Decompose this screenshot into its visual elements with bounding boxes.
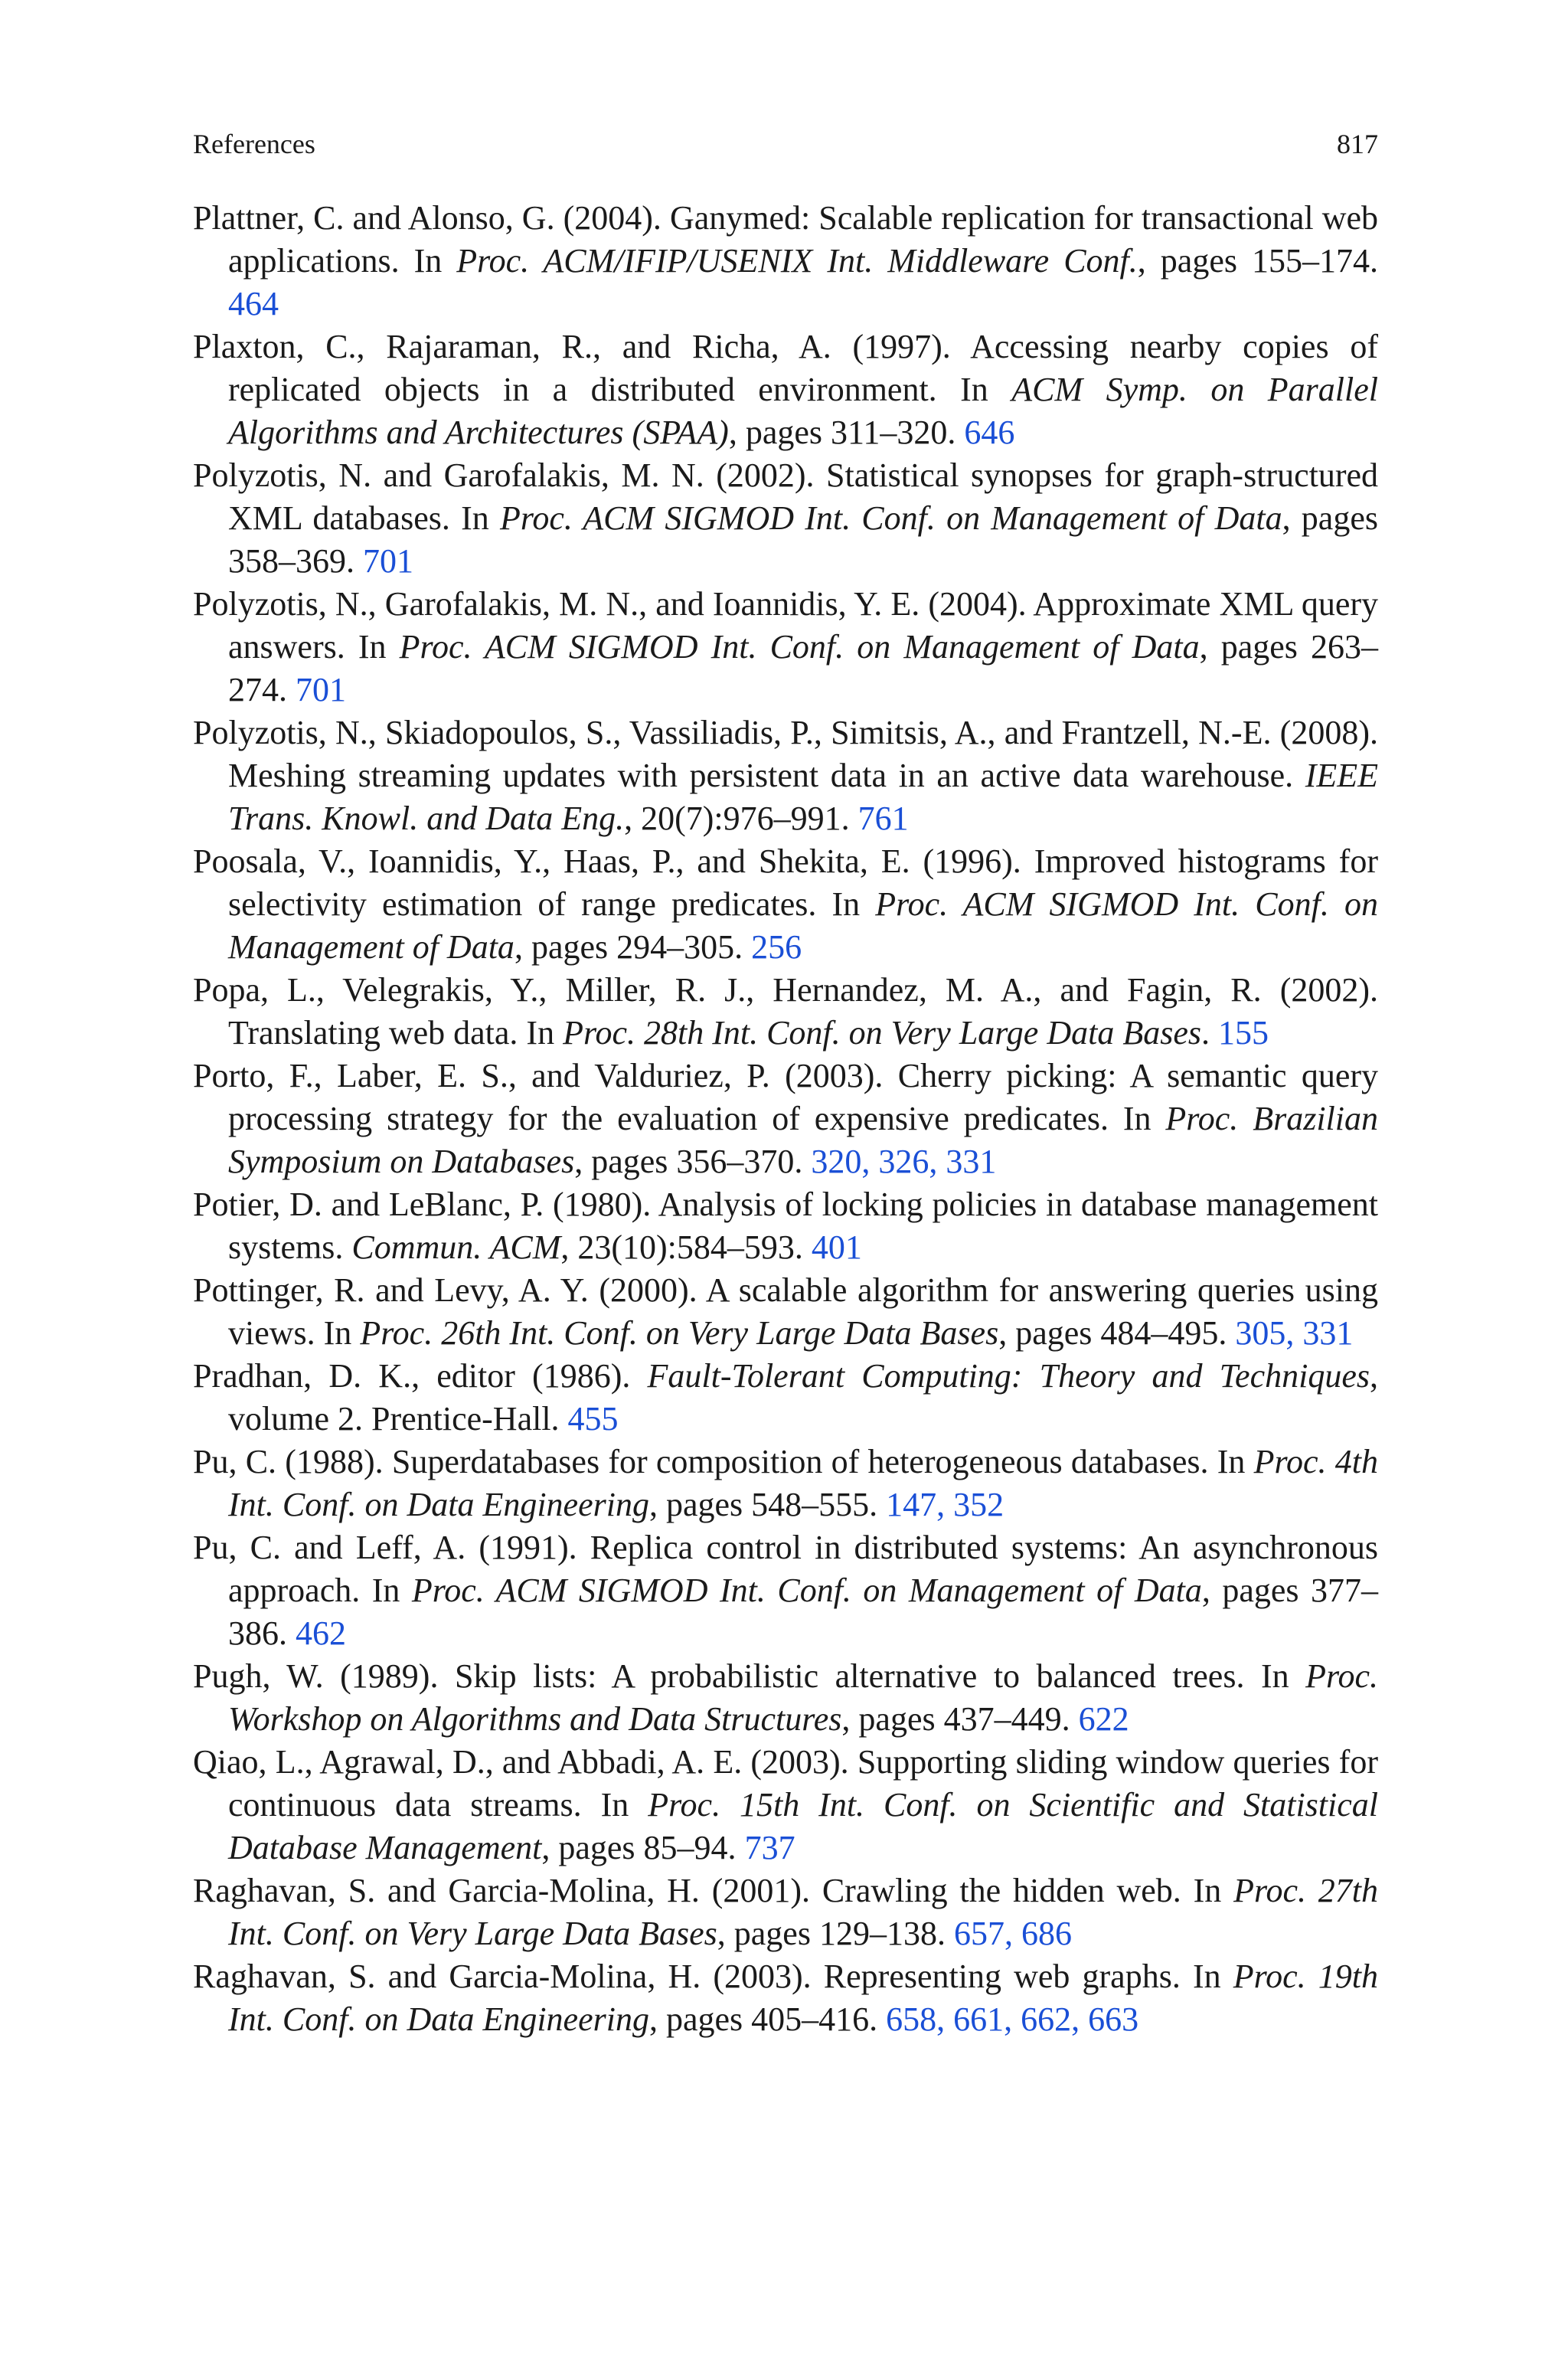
reference-pages: , pages 377–386. xyxy=(228,1572,1378,1652)
reference-entry xyxy=(193,969,1378,1055)
reference-entry xyxy=(193,711,1378,840)
back-reference-link[interactable]: 401 xyxy=(811,1228,862,1266)
reference-text: Polyzotis, N. and Garofalakis, M. N. (2002). Statistical synopses for graph-structured XML databases. In xyxy=(193,456,1378,537)
back-reference-link[interactable]: 305, 331 xyxy=(1235,1314,1354,1352)
reference-pages: , pages 294–305. xyxy=(514,928,752,966)
reference-text: Pu, C. and Leff, A. (1991). Replica control in distributed systems: An asynchronous approach. In xyxy=(193,1529,1378,1609)
reference-entry xyxy=(193,1355,1378,1441)
reference-pages: , pages 548–555. xyxy=(648,1486,887,1523)
reference-venue: Fault-Tolerant Computing: Theory and Techniques xyxy=(647,1357,1370,1395)
back-reference-link[interactable]: 657, 686 xyxy=(953,1915,1072,1952)
reference-text: Pu, C. (1988). Superdatabases for composition of heterogeneous databases. In xyxy=(193,1443,1254,1480)
reference-entry xyxy=(193,583,1378,711)
reference-entry xyxy=(193,1741,1378,1869)
back-reference-link[interactable]: 737 xyxy=(744,1829,795,1866)
reference-pages: , 20(7):976–991. xyxy=(624,800,858,837)
reference-entry xyxy=(193,1055,1378,1183)
reference-text: Polyzotis, N., Garofalakis, M. N., and Ioannidis, Y. E. (2004). Approximate XML query answers. In xyxy=(193,585,1378,666)
reference-venue: ACM Symp. on Parallel Algorithms and Architectures (SPAA) xyxy=(228,371,1378,451)
reference-text: Qiao, L., Agrawal, D., and Abbadi, A. E. (2003). Supporting sliding window queries for continuous data streams. In xyxy=(193,1743,1378,1824)
reference-venue: Proc. 27th Int. Conf. on Very Large Data Bases xyxy=(228,1872,1379,1952)
reference-venue: Proc. Workshop on Algorithms and Data Structures xyxy=(228,1657,1378,1738)
back-reference-link[interactable]: 256 xyxy=(751,928,802,966)
reference-venue: Proc. 4th Int. Conf. on Data Engineering xyxy=(228,1443,1379,1523)
back-reference-link[interactable]: 464 xyxy=(228,285,279,322)
reference-entry xyxy=(193,1441,1378,1526)
reference-pages: . xyxy=(1200,1014,1218,1052)
reference-entry xyxy=(193,1955,1378,2041)
back-reference-link[interactable]: 622 xyxy=(1078,1700,1129,1738)
back-reference-link[interactable]: 761 xyxy=(858,800,909,837)
reference-entry xyxy=(193,454,1378,583)
reference-venue: Proc. ACM SIGMOD Int. Conf. on Management of Data xyxy=(228,885,1378,966)
reference-entry xyxy=(193,1655,1378,1741)
reference-text: Poosala, V., Ioannidis, Y., Haas, P., and Shekita, E. (1996). Improved histograms for selectivity estimation of range predicates. In xyxy=(193,842,1378,923)
reference-pages: , pages 437–449. xyxy=(841,1700,1079,1738)
reference-text: Pugh, W. (1989). Skip lists: A probabilistic alternative to balanced trees. In xyxy=(193,1657,1306,1695)
reference-entry xyxy=(193,1269,1378,1355)
reference-venue: Proc. 26th Int. Conf. on Very Large Data Bases xyxy=(360,1314,999,1352)
reference-venue: Proc. ACM/IFIP/USENIX Int. Middleware Conf. xyxy=(456,242,1138,280)
reference-text: Potier, D. and LeBlanc, P. (1980). Analysis of locking policies in database management systems. xyxy=(193,1186,1378,1266)
reference-list xyxy=(193,197,1378,2041)
back-reference-link[interactable]: 646 xyxy=(964,414,1015,451)
back-reference-link[interactable]: 155 xyxy=(1217,1014,1269,1052)
reference-text: Raghavan, S. and Garcia-Molina, H. (2001). Crawling the hidden web. In xyxy=(193,1872,1234,1909)
page-number: 817 xyxy=(1337,129,1378,159)
reference-text: Popa, L., Velegrakis, Y., Miller, R. J., Hernandez, M. A., and Fagin, R. (2002). Translating web data. In xyxy=(193,971,1378,1052)
reference-text: Plattner, C. and Alonso, G. (2004). Ganymed: Scalable replication for transactional web applications. In xyxy=(193,199,1378,280)
reference-pages: , pages 356–370. xyxy=(574,1143,812,1180)
reference-pages: , pages 85–94. xyxy=(541,1829,745,1866)
reference-pages: , volume 2. Prentice-Hall. xyxy=(228,1357,1378,1438)
reference-venue: Proc. ACM SIGMOD Int. Conf. on Management of Data xyxy=(411,1572,1202,1609)
reference-venue: Commun. ACM xyxy=(351,1228,561,1266)
reference-pages: , pages 311–320. xyxy=(728,414,965,451)
reference-text: Plaxton, C., Rajaraman, R., and Richa, A. (1997). Accessing nearby copies of replicated objects in a distributed environment. In xyxy=(193,328,1378,408)
reference-text: Pottinger, R. and Levy, A. Y. (2000). A scalable algorithm for answering queries using views. In xyxy=(193,1271,1378,1352)
reference-pages: , pages 129–138. xyxy=(717,1915,954,1952)
reference-venue: Proc. Brazilian Symposium on Databases xyxy=(228,1100,1378,1180)
running-head: References xyxy=(193,129,315,159)
reference-venue: Proc. ACM SIGMOD Int. Conf. on Management of Data xyxy=(500,499,1282,537)
reference-venue: IEEE Trans. Knowl. and Data Eng. xyxy=(228,757,1378,837)
back-reference-link[interactable]: 701 xyxy=(296,671,346,708)
back-reference-link[interactable]: 658, 661, 662, 663 xyxy=(886,2000,1139,2038)
reference-pages: , pages 484–495. xyxy=(998,1314,1236,1352)
reference-pages: , 23(10):584–593. xyxy=(560,1228,812,1266)
reference-venue: Proc. ACM SIGMOD Int. Conf. on Management of Data xyxy=(399,628,1200,666)
reference-pages: , pages 155–174. xyxy=(1137,242,1378,280)
back-reference-link[interactable]: 455 xyxy=(567,1400,619,1438)
reference-text: Raghavan, S. and Garcia-Molina, H. (2003). Representing web graphs. In xyxy=(193,1958,1233,1995)
reference-entry xyxy=(193,1526,1378,1655)
reference-entry xyxy=(193,325,1378,454)
reference-entry xyxy=(193,197,1378,325)
reference-pages: , pages 358–369. xyxy=(228,499,1378,580)
reference-entry xyxy=(193,1183,1378,1269)
reference-entry xyxy=(193,840,1378,969)
back-reference-link[interactable]: 320, 326, 331 xyxy=(811,1143,997,1180)
reference-entry xyxy=(193,1869,1378,1955)
reference-text: Pradhan, D. K., editor (1986). xyxy=(193,1357,648,1395)
page-header xyxy=(193,129,1378,159)
reference-text: Porto, F., Laber, E. S., and Valduriez, P. (2003). Cherry picking: A semantic query processing strategy for the evaluation of expensive predicates. In xyxy=(193,1057,1378,1137)
back-reference-link[interactable]: 462 xyxy=(296,1614,346,1652)
reference-venue: Proc. 19th Int. Conf. on Data Engineering xyxy=(228,1958,1379,2038)
reference-pages: , pages 405–416. xyxy=(648,2000,887,2038)
reference-venue: Proc. 28th Int. Conf. on Very Large Data Bases xyxy=(563,1014,1201,1052)
back-reference-link[interactable]: 701 xyxy=(363,542,413,580)
reference-venue: Proc. 15th Int. Conf. on Scientific and Statistical Database Management xyxy=(228,1786,1379,1866)
reference-text: Polyzotis, N., Skiadopoulos, S., Vassiliadis, P., Simitsis, A., and Frantzell, N.-E. (2008). Meshing streaming updates with persistent data in an active data warehouse. xyxy=(193,714,1378,794)
reference-pages: , pages 263–274. xyxy=(228,628,1378,708)
back-reference-link[interactable]: 147, 352 xyxy=(886,1486,1004,1523)
